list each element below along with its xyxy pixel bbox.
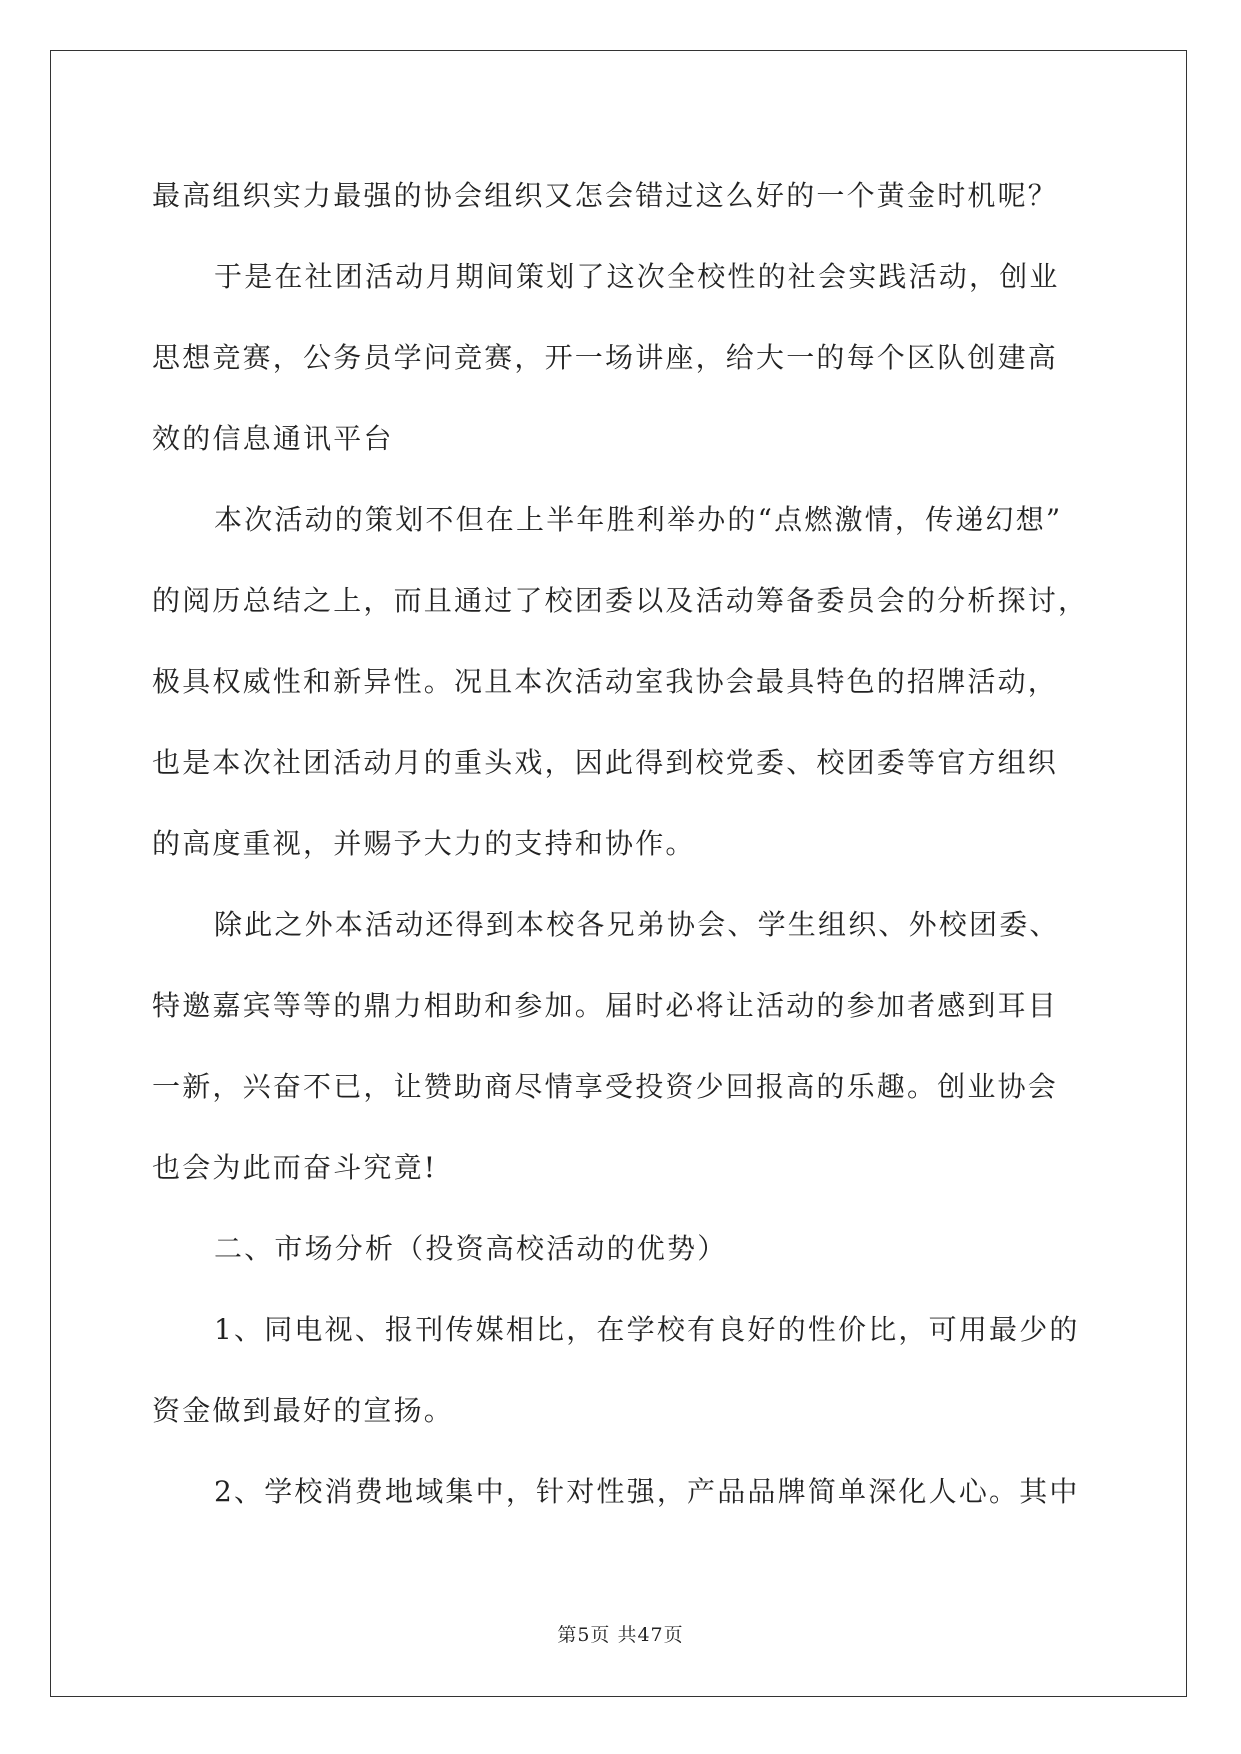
text-line: 的阅历总结之上，而且通过了校团委以及活动筹备委员会的分析探讨，: [152, 584, 1089, 617]
text-line: 特邀嘉宾等等的鼎力相助和参加。届时必将让活动的参加者感到耳目: [152, 989, 1059, 1022]
text-line: 2、学校消费地域集中，针对性强，产品品牌简单深化人心。其中: [214, 1475, 1080, 1508]
text-line: 也是本次社团活动月的重头戏，因此得到校党委、校团委等官方组织: [152, 746, 1059, 779]
text-line: 1、同电视、报刊传媒相比，在学校有良好的性价比，可用最少的: [214, 1313, 1080, 1346]
text-line: 思想竞赛，公务员学问竞赛，开一场讲座，给大一的每个区队创建高: [152, 341, 1059, 374]
text-line: 效的信息通讯平台: [152, 422, 394, 455]
section-heading: 二、市场分析（投资高校活动的优势）: [214, 1232, 728, 1265]
text-line: 极具权威性和新异性。况且本次活动室我协会最具特色的招牌活动，: [152, 665, 1059, 698]
text-line: 也会为此而奋斗究竟!: [152, 1151, 438, 1184]
text-line: 本次活动的策划不但在上半年胜利举办的“点燃激情，传递幻想”: [214, 503, 1063, 536]
page-number-footer: 第5页 共47页: [557, 1624, 684, 1646]
text-line: 一新，兴奋不已，让赞助商尽情享受投资少回报高的乐趣。创业协会: [152, 1070, 1059, 1103]
text-line: 除此之外本活动还得到本校各兄弟协会、学生组织、外校团委、: [214, 908, 1060, 941]
text-line: 资金做到最好的宣扬。: [152, 1394, 455, 1427]
document-body: [152, 155, 1088, 1532]
text-line: 于是在社团活动月期间策划了这次全校性的社会实践活动，创业: [214, 260, 1060, 293]
text-line: 的高度重视，并赐予大力的支持和协作。: [152, 827, 696, 860]
text-line: 最高组织实力最强的协会组织又怎会错过这么好的一个黄金时机呢？: [152, 179, 1059, 212]
